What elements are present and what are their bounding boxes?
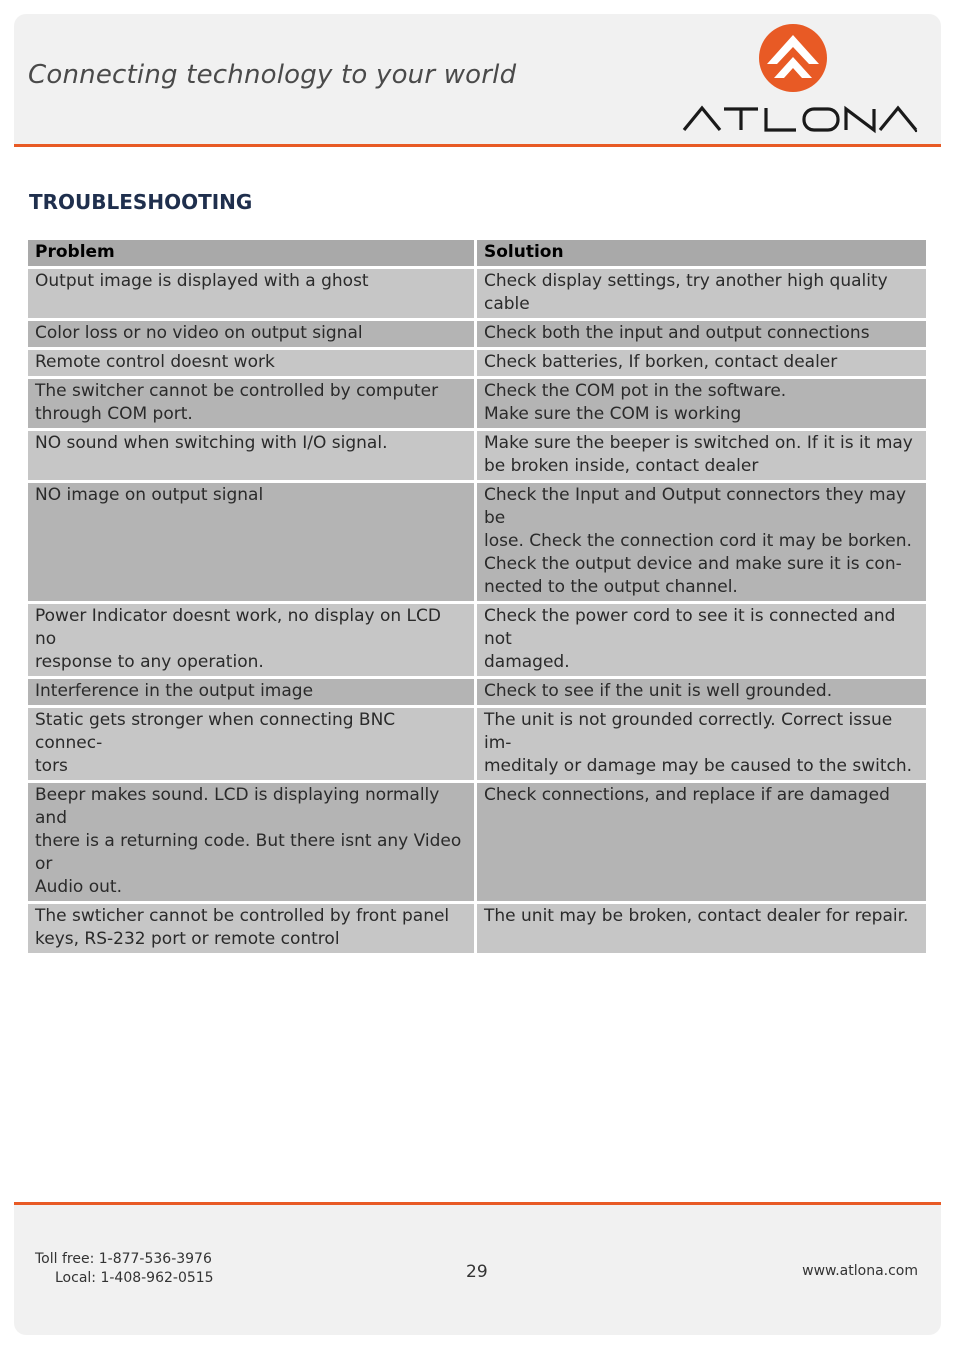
table-row bbox=[28, 783, 926, 901]
local-number: Local: 1-408-962-0515 bbox=[55, 1270, 214, 1286]
problem-cell: The swticher cannot be controlled by front panel keys, RS-232 port or remote control bbox=[28, 904, 477, 953]
header-tagline: Connecting technology to your world bbox=[28, 60, 517, 90]
table-row bbox=[28, 679, 926, 705]
table-row bbox=[28, 604, 926, 676]
table-row bbox=[28, 904, 926, 953]
problem-cell: Output image is displayed with a ghost bbox=[28, 269, 477, 318]
problem-cell: NO image on output signal bbox=[28, 483, 477, 601]
column-header-problem: Problem bbox=[28, 240, 477, 266]
table-row bbox=[28, 350, 926, 376]
solution-cell: Check the power cord to see it is connected and not damaged. bbox=[477, 604, 926, 676]
troubleshooting-table bbox=[28, 237, 926, 956]
column-header-solution: Solution bbox=[477, 240, 926, 266]
atlona-logo-icon bbox=[757, 22, 829, 94]
solution-cell: The unit may be broken, contact dealer for repair. bbox=[477, 904, 926, 953]
table-row bbox=[28, 269, 926, 318]
section-title: TROUBLESHOOTING bbox=[29, 190, 253, 214]
header-divider bbox=[14, 144, 941, 147]
problem-cell: The switcher cannot be controlled by computer through COM port. bbox=[28, 379, 477, 428]
table-row bbox=[28, 321, 926, 347]
toll-free-number: Toll free: 1-877-536-3976 bbox=[35, 1251, 212, 1267]
page-number: 29 bbox=[466, 1262, 488, 1282]
table-row bbox=[28, 379, 926, 428]
atlona-wordmark bbox=[682, 104, 918, 134]
solution-cell: Check batteries, If borken, contact dealer bbox=[477, 350, 926, 376]
solution-cell: Check display settings, try another high quality cable bbox=[477, 269, 926, 318]
table-row bbox=[28, 483, 926, 601]
problem-cell: Color loss or no video on output signal bbox=[28, 321, 477, 347]
problem-cell: Static gets stronger when connecting BNC connec- tors bbox=[28, 708, 477, 780]
problem-cell: Interference in the output image bbox=[28, 679, 477, 705]
solution-cell: Check connections, and replace if are damaged bbox=[477, 783, 926, 901]
problem-cell: Power Indicator doesnt work, no display on LCD no response to any operation. bbox=[28, 604, 477, 676]
problem-cell: NO sound when switching with I/O signal. bbox=[28, 431, 477, 480]
solution-cell: Check to see if the unit is well grounded. bbox=[477, 679, 926, 705]
solution-cell: Check both the input and output connections bbox=[477, 321, 926, 347]
problem-cell: Beepr makes sound. LCD is displaying normally and there is a returning code. But there isnt any Video or Audio out. bbox=[28, 783, 477, 901]
table-header-row bbox=[28, 240, 926, 266]
table-row bbox=[28, 431, 926, 480]
website-link[interactable]: www.atlona.com bbox=[802, 1263, 918, 1279]
solution-cell: Check the COM pot in the software. Make sure the COM is working bbox=[477, 379, 926, 428]
table-row bbox=[28, 708, 926, 780]
problem-cell: Remote control doesnt work bbox=[28, 350, 477, 376]
solution-cell: Make sure the beeper is switched on. If it is it may be broken inside, contact dealer bbox=[477, 431, 926, 480]
solution-cell: The unit is not grounded correctly. Correct issue im- meditaly or damage may be caused to the switch. bbox=[477, 708, 926, 780]
solution-cell: Check the Input and Output connectors they may be lose. Check the connection cord it may be borken. Check the output device and make sure it is con- nected to the output channel. bbox=[477, 483, 926, 601]
